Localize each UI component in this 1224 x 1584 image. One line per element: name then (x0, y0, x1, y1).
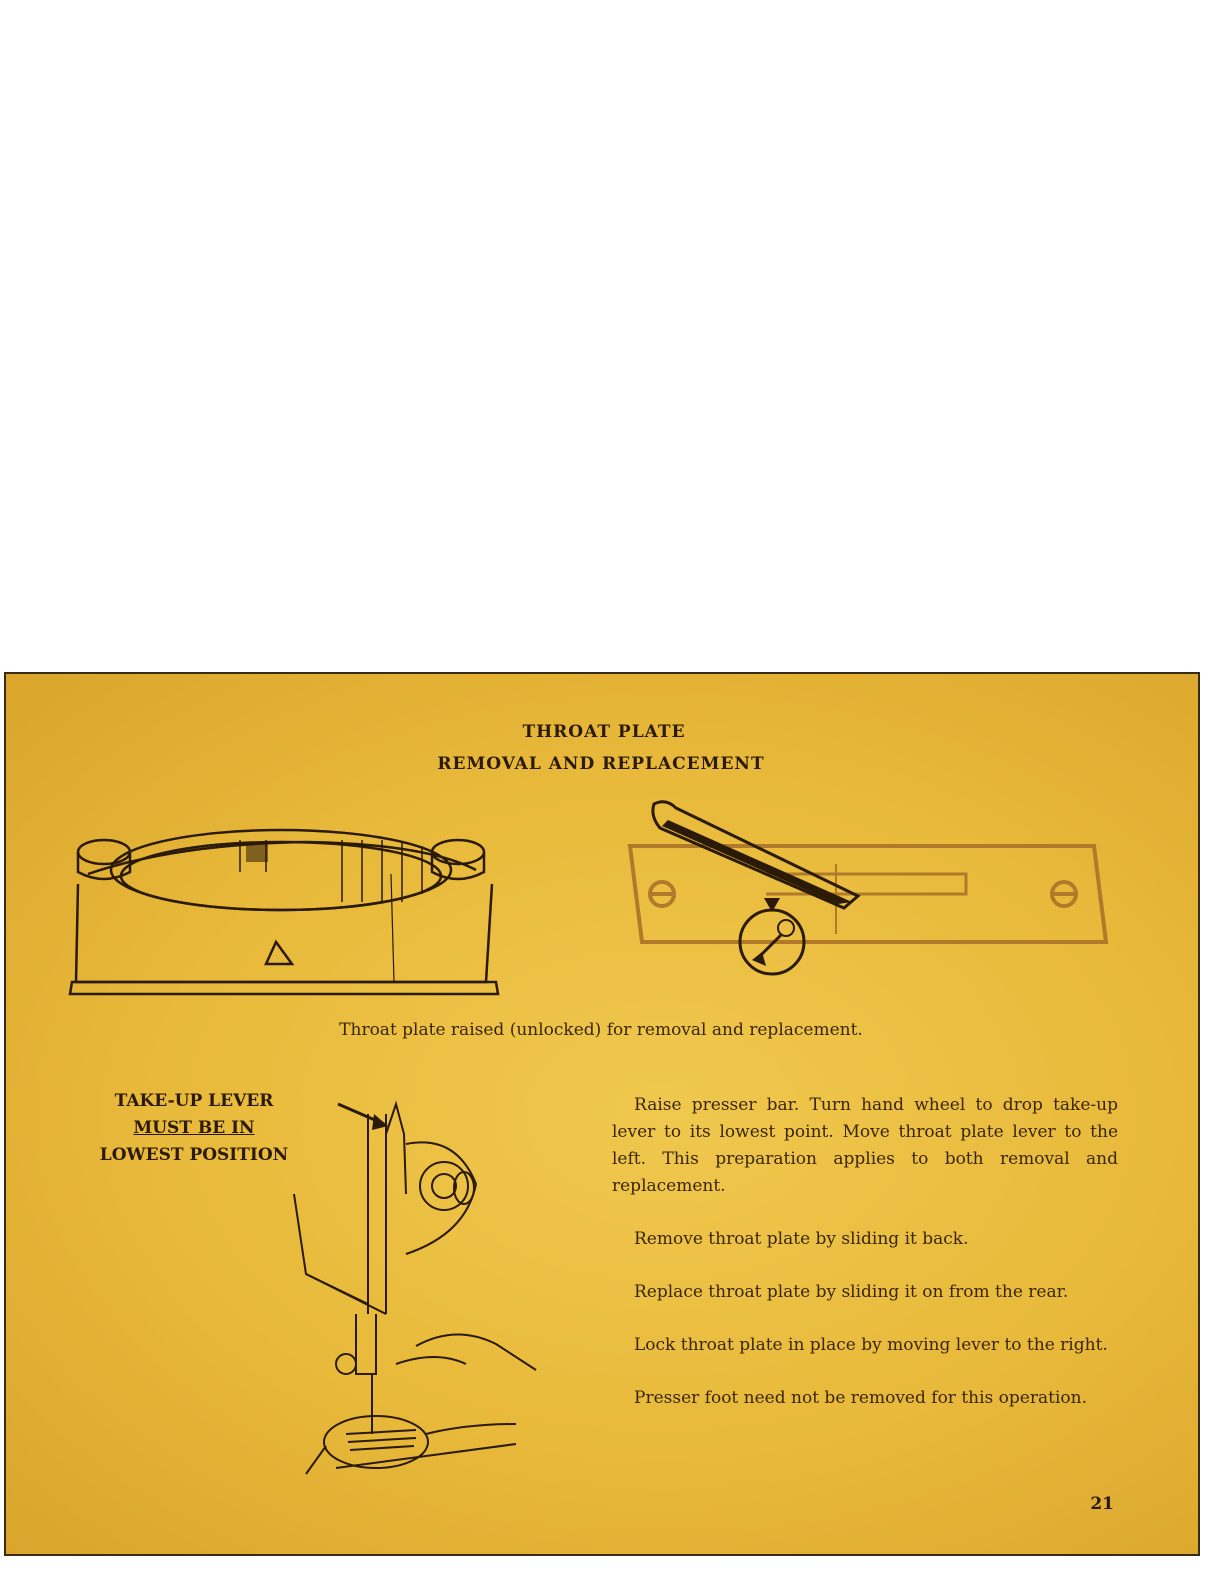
instruction-paragraph: Presser foot need not be removed for this operation. (634, 1388, 1087, 1408)
warning-line-3: LOWEST POSITION (99, 1145, 289, 1165)
page-subtitle: REMOVAL AND REPLACEMENT (437, 754, 765, 774)
raised-throat-plate-illustration (66, 814, 506, 1004)
warning-line-1: TAKE-UP LEVER (114, 1091, 274, 1111)
instructions-text (612, 1092, 1118, 1438)
warning-line-2: MUST BE IN (133, 1118, 255, 1138)
take-up-lever-warning (86, 1088, 302, 1169)
throat-plate-screwdriver-illustration (616, 794, 1116, 1004)
manual-page (4, 672, 1200, 1556)
page-title: THROAT PLATE (522, 722, 686, 742)
page-number: 21 (1090, 1494, 1114, 1514)
instruction-paragraph: Replace throat plate by sliding it on from the rear. (634, 1282, 1069, 1302)
instruction-paragraph: Raise presser bar. Turn hand wheel to drop take-up lever to its lowest point. Move throat plate lever to the left. This preparation applies to both removal and replacement. (612, 1095, 1118, 1196)
instruction-paragraph: Lock throat plate in place by moving lever to the right. (634, 1335, 1108, 1355)
instruction-paragraph: Remove throat plate by sliding it back. (634, 1229, 969, 1249)
sewing-head-illustration (276, 1074, 556, 1494)
illustration-caption: Throat plate raised (unlocked) for removal and replacement. (339, 1020, 863, 1040)
